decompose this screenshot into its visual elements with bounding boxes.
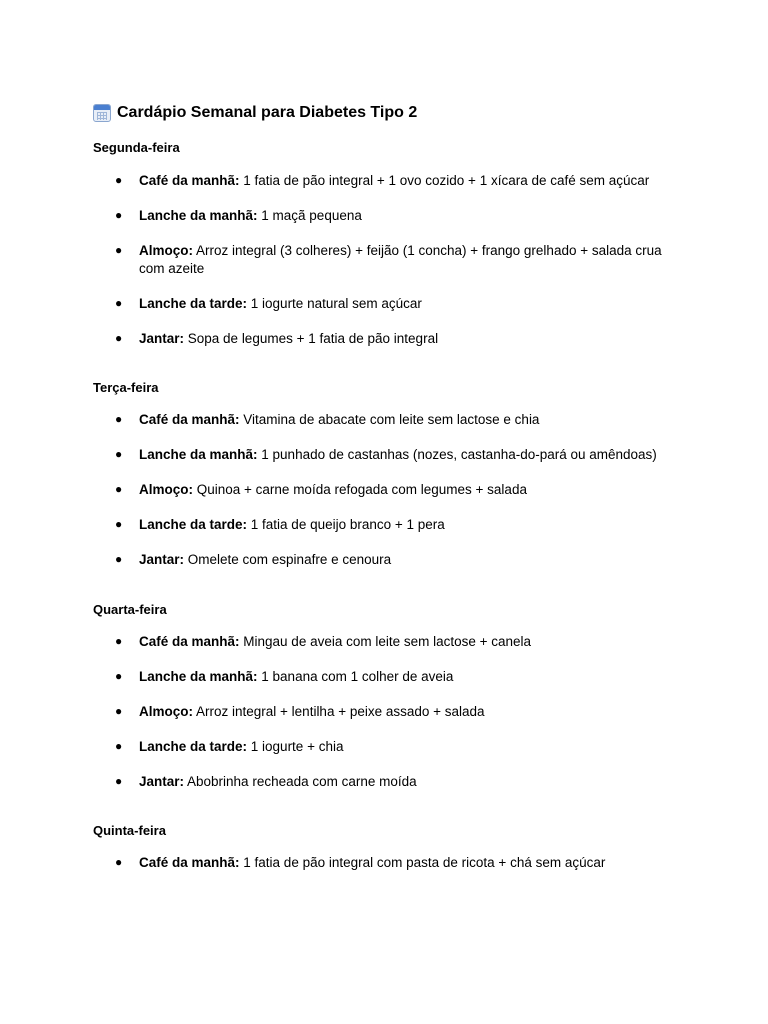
meal-label: Jantar: — [139, 330, 185, 346]
meal-text: 1 iogurte natural sem açúcar — [247, 295, 422, 311]
bullet-icon: ● — [115, 447, 123, 461]
bullet-icon: ● — [115, 208, 123, 222]
bullet-icon: ● — [115, 173, 123, 187]
meal-item — [93, 295, 669, 313]
meal-text: Omelete com espinafre e cenoura — [184, 552, 392, 567]
day-heading-terca: Terça-feira — [93, 380, 159, 395]
meal-label: Café da manhã: — [139, 412, 240, 427]
meal-label: Jantar: — [139, 773, 185, 789]
meal-item — [93, 411, 669, 429]
meal-label: Lanche da manhã: — [139, 668, 258, 684]
document-title — [93, 102, 673, 124]
meal-label: Jantar: — [139, 552, 185, 567]
meal-label: Café da manhã: — [139, 173, 240, 188]
bullet-icon: ● — [115, 552, 123, 566]
meal-item — [93, 703, 669, 721]
meal-label: Lanche da manhã: — [139, 447, 258, 462]
meal-text: Vitamina de abacate com leite sem lactose e chia — [239, 412, 540, 427]
meal-item — [93, 446, 669, 464]
bullet-icon: ● — [115, 703, 123, 718]
day-heading-quarta: Quarta-feira — [93, 601, 167, 617]
bullet-icon: ● — [115, 855, 123, 869]
meal-text: Abobrinha recheada com carne moída — [184, 773, 417, 789]
meal-item — [93, 854, 669, 872]
day-heading-quinta: Quinta-feira — [93, 823, 166, 838]
meal-item — [93, 773, 669, 791]
meal-item — [93, 668, 669, 686]
meal-item — [93, 242, 669, 277]
bullet-icon: ● — [115, 482, 123, 496]
bullet-icon: ● — [115, 295, 123, 310]
meal-item — [93, 330, 669, 348]
meal-label: Café da manhã: — [139, 633, 240, 649]
bullet-icon: ● — [115, 243, 123, 257]
document-title-text: Cardápio Semanal para Diabetes Tipo 2 — [117, 104, 418, 121]
meal-text: 1 fatia de pão integral + 1 ovo cozido + 1 xícara de café sem açúcar — [239, 173, 650, 188]
meal-item — [93, 633, 669, 651]
meal-item — [93, 551, 669, 569]
bullet-icon: ● — [115, 668, 123, 683]
meal-text: Mingau de aveia com leite sem lactose + canela — [239, 633, 532, 649]
bullet-icon: ● — [115, 330, 123, 345]
meal-text: 1 banana com 1 colher de aveia — [257, 668, 454, 684]
meal-item — [93, 207, 669, 225]
meal-list-quarta — [93, 633, 673, 791]
meal-text: Arroz integral + lentilha + peixe assado + salada — [193, 703, 485, 719]
meal-text: 1 fatia de pão integral com pasta de ricota + chá sem açúcar — [239, 855, 606, 870]
day-heading-segunda: Segunda-feira — [93, 140, 180, 155]
bullet-icon: ● — [115, 412, 123, 426]
meal-label: Almoço: — [139, 482, 193, 497]
bullet-icon: ● — [115, 517, 123, 531]
meal-item — [93, 516, 669, 534]
meal-text: Quinoa + carne moída refogada com legumes + salada — [193, 482, 527, 497]
bullet-icon: ● — [115, 773, 123, 788]
meal-label: Lanche da tarde: — [139, 738, 248, 754]
meal-list-quinta — [93, 854, 673, 872]
meal-text: Arroz integral (3 colheres) + feijão (1 concha) + frango grelhado + salada crua com azeite — [139, 243, 662, 276]
meal-label: Lanche da tarde: — [139, 295, 248, 311]
meal-text: 1 iogurte + chia — [247, 738, 344, 754]
meal-item — [93, 172, 669, 190]
meal-text: 1 punhado de castanhas (nozes, castanha-do-pará ou amêndoas) — [257, 447, 657, 462]
calendar-icon — [93, 104, 111, 122]
meal-label: Lanche da tarde: — [139, 517, 248, 532]
meal-text: 1 fatia de queijo branco + 1 pera — [247, 517, 445, 532]
document-page — [93, 102, 673, 872]
meal-item — [93, 738, 669, 756]
meal-label: Lanche da manhã: — [139, 208, 258, 223]
meal-label: Café da manhã: — [139, 855, 240, 870]
meal-list-terca — [93, 411, 673, 569]
meal-label: Almoço: — [139, 243, 193, 258]
meal-list-segunda — [93, 172, 673, 347]
meal-label: Almoço: — [139, 703, 193, 719]
bullet-icon: ● — [115, 738, 123, 753]
meal-item — [93, 481, 669, 499]
bullet-icon: ● — [115, 633, 123, 648]
meal-text: 1 maçã pequena — [257, 208, 362, 223]
meal-text: Sopa de legumes + 1 fatia de pão integral — [184, 330, 439, 346]
